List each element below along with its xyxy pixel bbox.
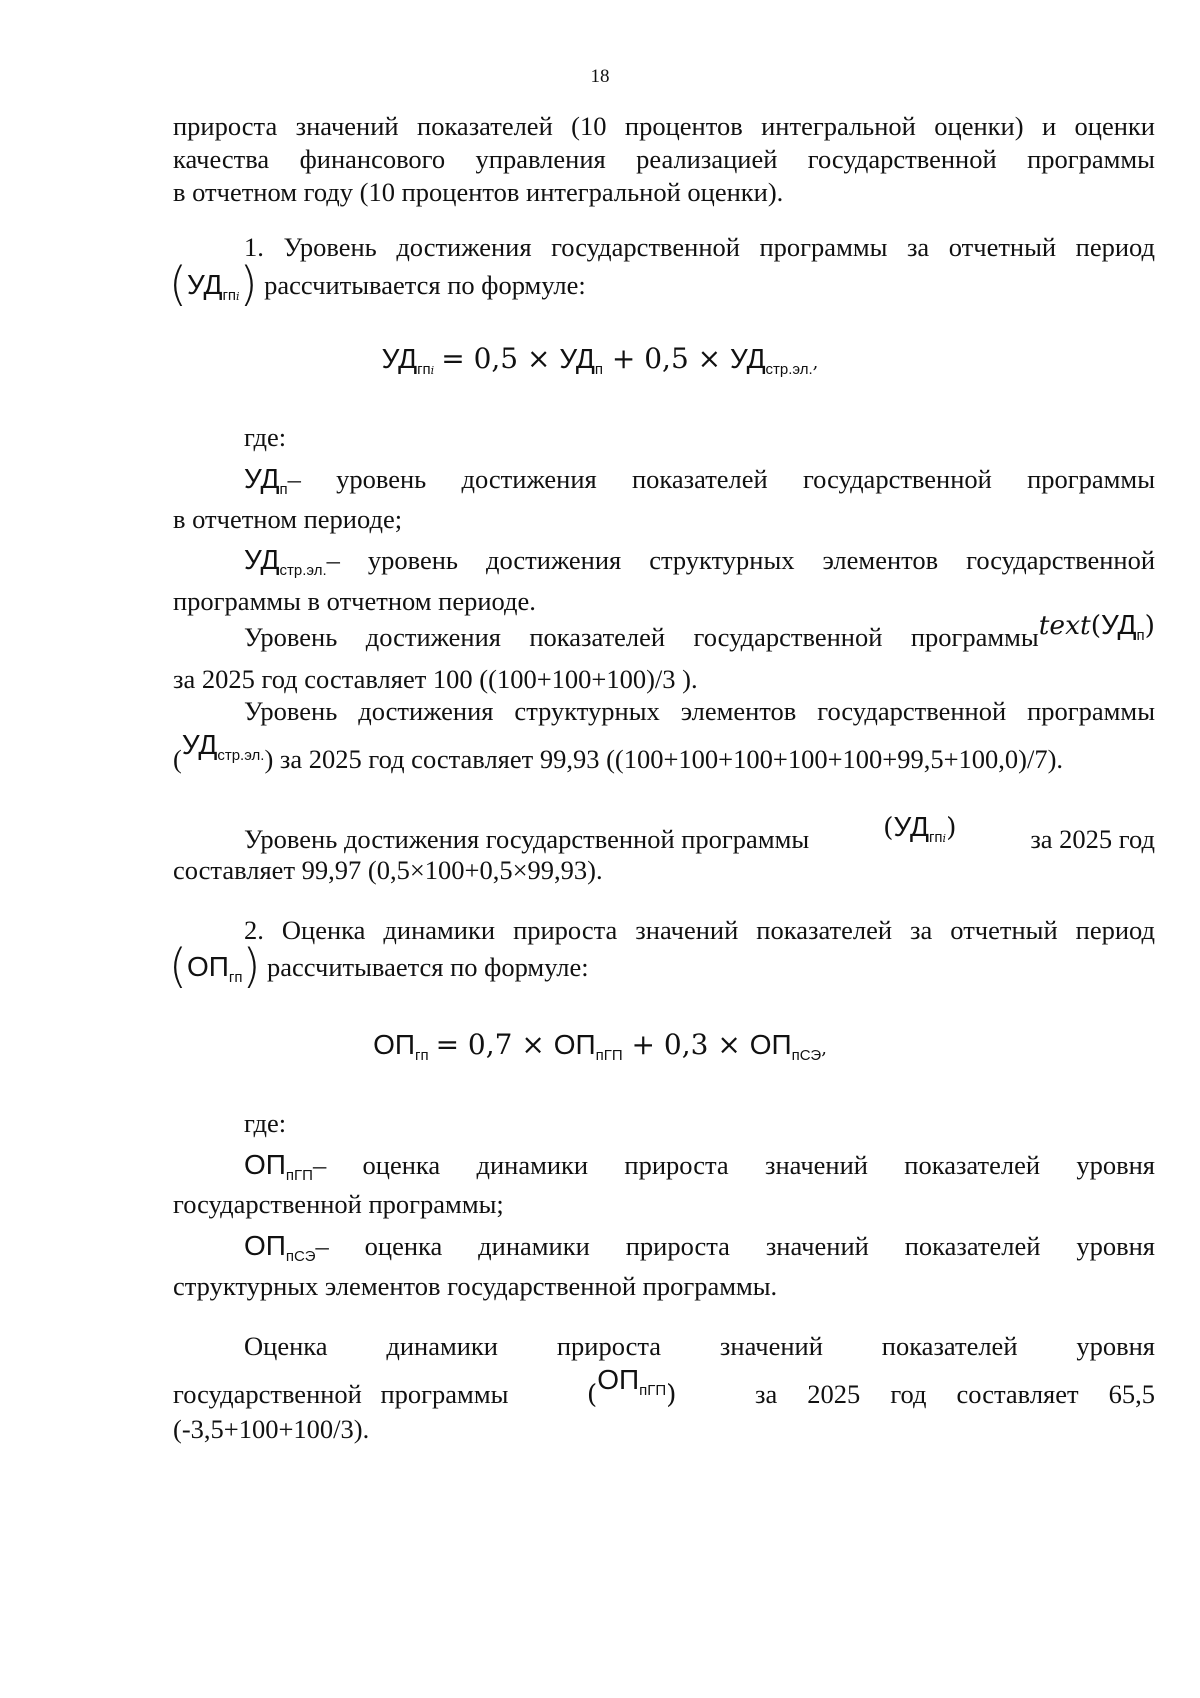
para1-line2: качества финансового управления реализацией государственной программы (173, 144, 1155, 174)
ud-symbol: УД (186, 269, 223, 300)
s1-heading-line1: 1. Уровень достижения государственной программы за отчетный период (244, 232, 1155, 262)
s2-p3-line2: государственной программы $(ОП_{пГП})$ за 2025 год составляет 65,5 (173, 1364, 1155, 1410)
s1-heading-line2 (169, 257, 1151, 313)
s1-p4-line1: Уровень достижения структурных элементов государственной программы (244, 696, 1155, 726)
s1-p5-line1: Уровень достижения государственной программы $(УД_{гпi})$ за 2025 год (244, 811, 1155, 854)
s2-def2: $ОП_{пСЭ}$ – оценка динамики прироста значений показателей уровня (244, 1230, 1155, 1265)
s1-p3-line2: за 2025 год составляет 100 ((100+100+100)/3 ). (173, 664, 698, 694)
s2-p3-line3: (-3,5+100+100/3). (173, 1414, 370, 1444)
s2-heading-line2: $(ОП_{гп})$ рассчитывается по формуле: (169, 939, 589, 993)
s1-def1: $УД_п$ – уровень достижения показателей государственной программы (244, 463, 1155, 498)
ud-sub-gp: гпi (222, 287, 240, 304)
s1-p4-line2: $(УД_{стр.эл.})$ за 2025 год составляет 99,93 ((100+100+100+100+100+99,5+100,0)/7). (173, 729, 1064, 774)
s1-def1-cont: в отчетном периоде; (173, 504, 403, 534)
s1-tail: рассчитывается по формуле: (264, 270, 586, 300)
s2-heading-line1: 2. Оценка динамики прироста значений показателей за отчетный период (244, 915, 1155, 945)
para1-line3: в отчетном году (10 процентов интегральной оценки). (173, 177, 784, 207)
s2-gde: где: (244, 1108, 287, 1138)
s2-def1-cont: государственной программы; (173, 1189, 504, 1219)
formula-ud: $УД_{гпi} = 0,5 \times УД_п + 0,5 \times УД_{стр.эл.}$, (381, 342, 819, 378)
s1-p3-line1: Уровень достижения показателей государственной программы $text(УД_п)$ (244, 609, 1155, 652)
s1-def2-cont: программы в отчетном периоде. (173, 586, 536, 616)
s1-p5-line2: составляет 99,97 (0,5×100+0,5×99,93). (173, 855, 603, 885)
s2-p3-line1: Оценка динамики прироста значений показателей уровня (244, 1331, 1155, 1361)
s2-def2-cont: структурных элементов государственной программы. (173, 1271, 778, 1301)
page-number: 18 (590, 66, 610, 87)
para1-line1: прироста значений показателей (10 процентов интегральной оценки) и оценки (173, 111, 1155, 141)
close-paren: ) (239, 257, 258, 311)
s2-def1: $ОП_{пГП}$ – оценка динамики прироста значений показателей уровня (244, 1149, 1155, 1184)
s1-def2: $УД_{стр.эл.}$ – уровень достижения структурных элементов государственной (244, 544, 1155, 579)
s1-gde: где: (244, 422, 287, 452)
open-paren: ( (169, 257, 187, 311)
formula-op: $ОП_{гп} = 0,7 \times ОП_{пГП} + 0,3 \times ОП_{пСЭ}$, (373, 1028, 827, 1064)
